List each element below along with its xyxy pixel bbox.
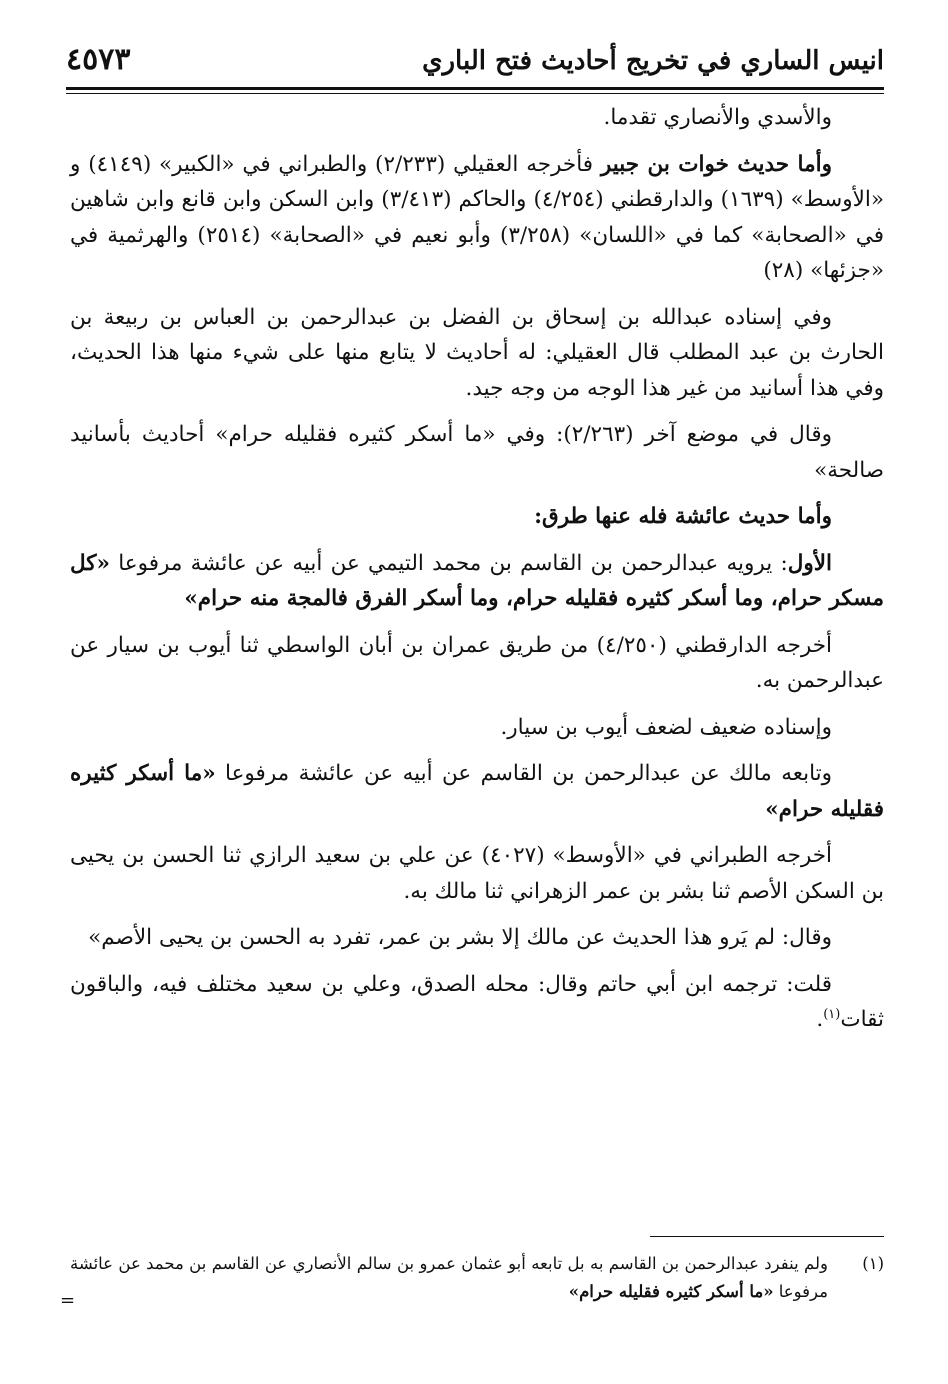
- footnote-1: [70, 1250, 884, 1306]
- paragraph-12-text: قلت: ترجمه ابن أبي حاتم وقال: محله الصدق، وعلي بن سعيد مختلف فيه، والباقون ثقات: [70, 971, 884, 1032]
- running-header: [66, 38, 884, 88]
- paragraph-11: وقال: لم يَرو هذا الحديث عن مالك إلا بشر بن عمر، تفرد به الحسن بن يحيى الأصم»: [88, 925, 832, 950]
- paragraph-2: [70, 147, 884, 289]
- paragraph-6: [70, 546, 884, 617]
- paragraph-2-heading: وأما حديث خوات بن جبير: [600, 151, 832, 177]
- footnote-hadith: «ما أسكر كثيره فقليله حرام»: [568, 1282, 774, 1301]
- paragraph-6-text: : يرويه عبدالرحمن بن القاسم بن محمد التيمي عن أبيه عن عائشة مرفوعا: [109, 550, 788, 576]
- paragraph-12-end: .: [816, 1007, 824, 1032]
- paragraph-2-text: فأخرجه العقيلي (٢/٢٣٣) والطبراني في «الكبير» (٤١٤٩) و «الأوسط» (١٦٣٩) والدارقطني (٤/٢٥٤) والحاكم (٣/٤١٣) وابن السكن وابن قانع وابن شاهين في «الصحابة» كما في «اللسان» (٣/٢٥٨) وأبو نعيم في «الصحابة» (٢٥١٤) والهرثمية في «جزئها» (٢٨): [70, 151, 884, 283]
- paragraph-9-hadith: «ما أسكر كثيره فقليله حرام»: [70, 761, 884, 822]
- paragraph-5-heading: وأما حديث عائشة فله عنها طرق:: [534, 504, 832, 529]
- paragraph-10: أخرجه الطبراني في «الأوسط» (٤٠٢٧) عن علي بن سعيد الرازي ثنا الحسن بن يحيى بن السكن الأصم ثنا بشر بن عمر الزهراني ثنا مالك به.: [70, 843, 884, 904]
- header-rule-thick: [66, 87, 884, 90]
- header-rule-thin: [66, 93, 884, 94]
- footnote-text-main: ولم ينفرد عبدالرحمن بن القاسم به بل تابعه أبو عثمان عمرو بن سالم الأنصاري عن القاسم بن محمد عن عائشة مرفوعا: [70, 1254, 828, 1301]
- footnote-number: (١): [862, 1254, 884, 1273]
- page-number: ٤٥٧٣: [66, 42, 131, 77]
- paragraph-9-text: وتابعه مالك عن عبدالرحمن بن القاسم عن أبيه عن عائشة مرفوعا: [215, 761, 832, 786]
- paragraph-3: وفي إسناده عبدالله بن إسحاق بن الفضل بن عبدالرحمن بن العباس بن ربيعة بن الحارث بن عبد المطلب قال العقيلي: له أحاديث لا يتابع منها على شيء منها هذا الحديث، وفي هذا أسانيد من غير هذا الوجه من وجه جيد.: [70, 304, 884, 401]
- footnote-text: [70, 1250, 828, 1306]
- footnote-separator: [650, 1236, 884, 1237]
- book-title: انيس الساري في تخريج أحاديث فتح الباري: [422, 46, 884, 76]
- footnotes: [70, 1250, 884, 1306]
- paragraph-8: وإسناده ضعيف لضعف أيوب بن سيار.: [500, 714, 832, 740]
- paragraph-12: [70, 967, 884, 1038]
- main-text: [70, 100, 884, 1049]
- paragraph-6-hadith: «كل مسكر حرام، وما أسكر كثيره فقليله حرام، وما أسكر الفرق فالمجة منه حرام»: [70, 550, 884, 611]
- paragraph-6-label: الأول: [787, 550, 832, 576]
- footnote-reference[interactable]: (١): [823, 1006, 841, 1022]
- paragraph-4: وقال في موضع آخر (٢/٢٦٣): وفي «ما أسكر كثيره فقليله حرام» أحاديث بأسانيد صالحة»: [70, 422, 884, 483]
- paragraph-1: والأسدي والأنصاري تقدما.: [603, 105, 832, 130]
- continuation-mark: =: [60, 1290, 76, 1311]
- paragraph-9: [70, 756, 884, 827]
- paragraph-7: أخرجه الدارقطني (٤/٢٥٠) من طريق عمران بن أبان الواسطي ثنا أيوب بن سيار عن عبدالرحمن به.: [70, 632, 884, 693]
